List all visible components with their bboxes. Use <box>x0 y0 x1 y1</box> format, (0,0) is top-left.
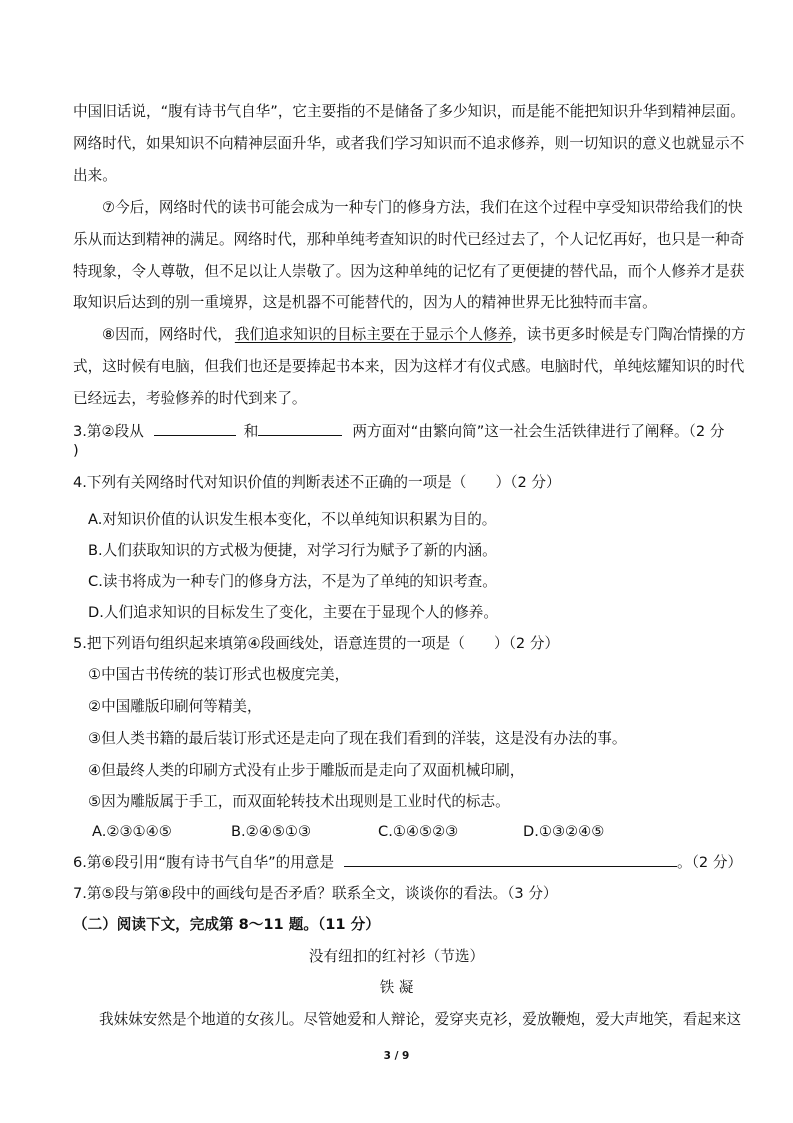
passage-author: 铁 凝 <box>379 979 414 996</box>
question-6-suffix: 。（2 分） <box>677 854 743 871</box>
question-6-answer-blank[interactable] <box>344 852 677 867</box>
question-5-sentence-4: ④但最终人类的印刷方式没有止步于雕版而是走向了双面机械印刷， <box>88 762 525 779</box>
paragraph-8-continuation: ，读书更多时候是专门陶冶情操的方 <box>512 326 746 343</box>
paragraph-6-line-1: 中国旧话说，“腹有诗书气自华”，它主要指的不是储备了多少知识，而是能不能把知识升华到精神层面。 <box>73 103 745 120</box>
page-number: 3 / 9 <box>383 1050 410 1062</box>
question-5-choice-b[interactable]: B.②④⑤①③ <box>231 823 312 840</box>
question-5-sentence-1: ①中国古书传统的装订形式也极度完美， <box>88 666 350 683</box>
paragraph-7-line-3: 特现象，令人尊敬，但不足以让人崇敬了。因为这种单纯的记忆有了更便捷的替代品，而个人修养才是获 <box>73 263 745 280</box>
question-4-option-d[interactable]: D.人们追求知识的目标发生了变化，主要在于显现个人的修养。 <box>88 604 498 621</box>
question-3-suffix: 两方面对“由繁向简”这一社会生活铁律进行了阐释。（2 分 <box>352 423 725 440</box>
question-4-option-c[interactable]: C.读书将成为一种专门的修身方法，不是为了单纯的知识考查。 <box>88 573 497 590</box>
question-5-sentence-5: ⑤因为雕版属于手工，而双面轮转技术出现则是工业时代的标志。 <box>88 793 510 810</box>
section-2-heading: （二）阅读下文，完成第 8～11 题。（11 分） <box>73 916 380 933</box>
question-5-choice-c[interactable]: C.①④⑤②③ <box>378 823 459 840</box>
question-5-sentence-3: ③但人类书籍的最后装订形式还是走向了现在我们看到的洋装，这是没有办法的事。 <box>88 730 627 747</box>
paragraph-8-line-2: 式，这时候有电脑，但我们也还是要捧起书本来，因为这样才有仪式感。电脑时代，单纯炫耀知识的时代 <box>73 358 745 375</box>
paragraph-7-line-4: 取知识后达到的别一重境界，这是机器不可能替代的，因为人的精神世界无比独特而丰富。 <box>73 294 657 311</box>
question-5-sentence-2: ②中国雕版印刷何等精美， <box>88 698 262 715</box>
passage-first-line: 我妹妹安然是个地道的女孩儿。尽管她爱和人辩论，爱穿夹克衫，爱放鞭炮，爱大声地笑，看起来这 <box>99 1011 742 1028</box>
paragraph-7-line-2: 乐从而达到精神的满足。网络时代，那种单纯考查知识的时代已经过去了，个人记忆再好，也只是一种奇 <box>73 231 745 248</box>
question-5-stem: 5.把下列语句组织起来填第④段画线处，语意连贯的一项是（ ）（2 分） <box>73 635 560 652</box>
paragraph-6-line-2: 网络时代，如果知识不向精神层面升华，或者我们学习知识而不追求修养，则一切知识的意义也就显示不 <box>73 135 745 152</box>
question-3-connector: 和 <box>243 423 259 440</box>
paragraph-8-line-3: 已经远去，考验修养的时代到来了。 <box>73 390 307 407</box>
paragraph-8-underlined-sentence: 我们追求知识的目标主要在于显示个人修养 <box>234 326 513 343</box>
question-4-stem: 4.下列有关网络时代对知识价值的判断表述不正确的一项是（ ）（2 分） <box>73 474 561 491</box>
question-3-blank-1[interactable] <box>154 421 236 436</box>
question-4-option-b[interactable]: B.人们获取知识的方式极为便捷，对学习行为赋予了新的内涵。 <box>88 542 497 559</box>
question-3 <box>73 421 724 442</box>
question-6 <box>73 852 742 873</box>
question-5-choice-a[interactable]: A.②③①④⑤ <box>92 823 172 840</box>
paragraph-7-line-1: ⑦今后，网络时代的读书可能会成为一种专门的修身方法，我们在这个过程中享受知识带给我们的快 <box>102 199 743 216</box>
question-3-prefix: 3.第②段从 <box>73 423 144 440</box>
question-3-blank-2[interactable] <box>258 421 342 436</box>
passage-title: 没有纽扣的红衬衫（节选） <box>308 948 485 965</box>
question-6-prefix: 6.第⑥段引用“腹有诗书气自华”的用意是 <box>73 854 335 871</box>
question-3-wrap: ) <box>73 442 79 459</box>
question-7: 7.第⑤段与第⑧段中的画线句是否矛盾？联系全文，谈谈你的看法。（3 分） <box>73 885 558 902</box>
question-5-choice-d[interactable]: D.①③②④⑤ <box>523 823 605 840</box>
paragraph-8-line-1 <box>102 325 746 345</box>
paragraph-6-line-3: 出来。 <box>73 167 117 184</box>
paragraph-8-intro: ⑧因而，网络时代， <box>102 326 232 343</box>
question-4-option-a[interactable]: A.对知识价值的认识发生根本变化，不以单纯知识积累为目的。 <box>88 511 497 528</box>
